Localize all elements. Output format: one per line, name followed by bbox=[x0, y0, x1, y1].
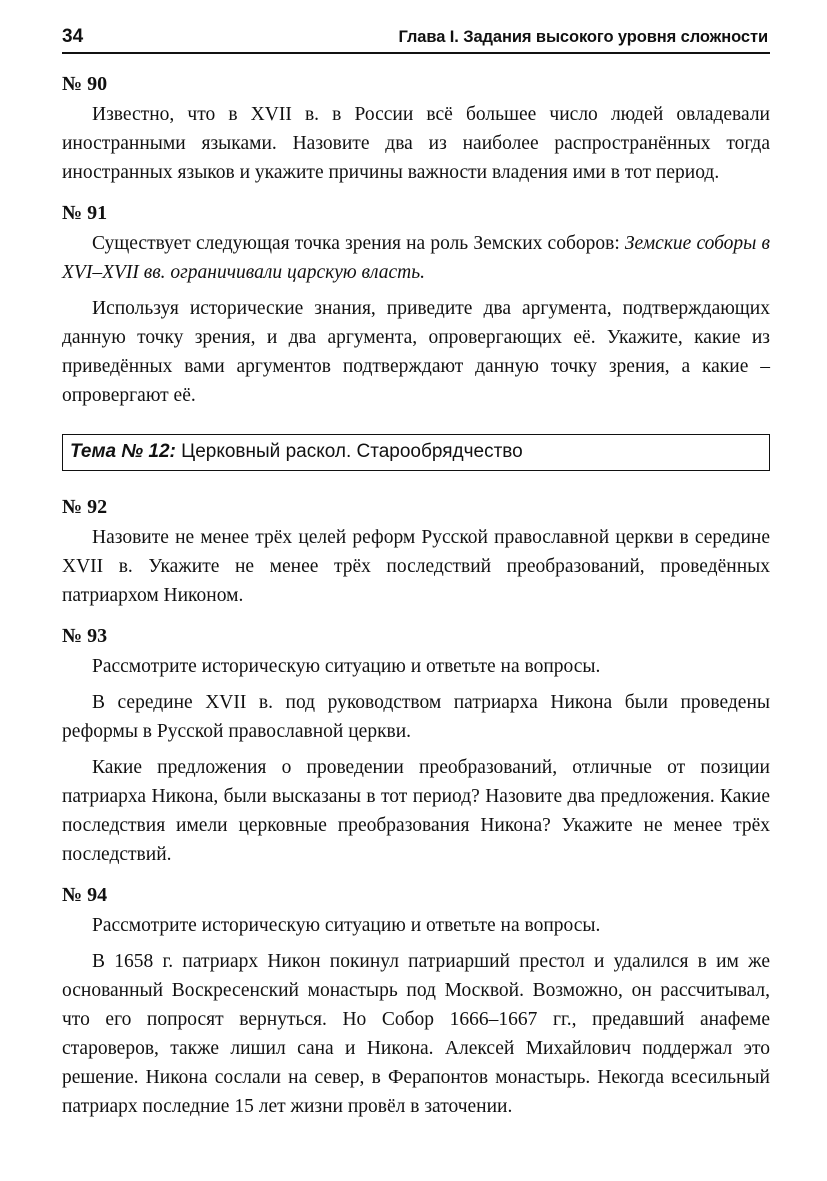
task-text: Известно, что в XVII в. в России всё большее число людей овладевали иностранными языками. Назовите два из наиболее распространённых тогда иностранных языков и укажите причины важности владения ими в тот период. bbox=[62, 104, 770, 183]
task-intro: Существует следующая точка зрения на роль Земских соборов: bbox=[92, 233, 625, 254]
page-header bbox=[62, 22, 770, 54]
topic-heading-box bbox=[62, 434, 770, 471]
page-content bbox=[62, 70, 770, 1133]
task-90 bbox=[62, 70, 770, 187]
task-number: № 93 bbox=[62, 625, 108, 647]
task-text: Рассмотрите историческую ситуацию и ответьте на вопросы. bbox=[92, 915, 601, 936]
task-text: Рассмотрите историческую ситуацию и ответьте на вопросы. bbox=[92, 656, 601, 677]
task-93 bbox=[62, 622, 770, 869]
page-number: 34 bbox=[62, 26, 84, 47]
quoted-viewpoint: Земские соборы в XVI–XVII вв. ограничивали царскую власть. bbox=[62, 233, 770, 283]
task-91 bbox=[62, 199, 770, 410]
topic-label: Тема № 12: bbox=[70, 441, 176, 462]
task-text: Какие предложения о проведении преобразований, отличные от позиции патриарха Никона, были высказаны в тот период? Назовите два предложения. Какие последствия имели церковные преобразования Никона? Укажите не менее трёх последствий. bbox=[62, 757, 770, 865]
task-text: В 1658 г. патриарх Никон покинул патриарший престол и удалился в им же основанный Воскресенский монастырь под Москвой. Возможно, он рассчитывал, что его попросят вернуться. Но Собор 1666–1667 гг., предавший анафеме староверов, также лишил сана и Никона. Алексей Михайлович поддержал это решение. Никона сослали на север, в Ферапонтов монастырь. Некогда всесильный патриарх последние 15 лет жизни провёл в заточении. bbox=[62, 951, 770, 1117]
running-title: Глава I. Задания высокого уровня сложности bbox=[398, 28, 768, 46]
task-number: № 94 bbox=[62, 884, 108, 906]
task-92 bbox=[62, 493, 770, 610]
task-94 bbox=[62, 881, 770, 1121]
task-text: Используя исторические знания, приведите два аргумента, подтверждающих данную точку зрения, и два аргумента, опровергающих её. Укажите, какие из приведённых вами аргументов подтверждают данную точку зрения, а какие – опровергают её. bbox=[62, 298, 770, 406]
task-number: № 90 bbox=[62, 73, 108, 95]
task-text: Назовите не менее трёх целей реформ Русской православной церкви в середине XVII в. Укажите не менее трёх последствий преобразований, проведённых патриархом Никоном. bbox=[62, 527, 770, 606]
task-text: В середине XVII в. под руководством патриарха Никона были проведены реформы в Русской православной церкви. bbox=[62, 692, 770, 742]
topic-title: Церковный раскол. Старообрядчество bbox=[175, 441, 523, 462]
task-number: № 92 bbox=[62, 496, 108, 518]
task-number: № 91 bbox=[62, 202, 108, 224]
task-text bbox=[62, 229, 770, 287]
